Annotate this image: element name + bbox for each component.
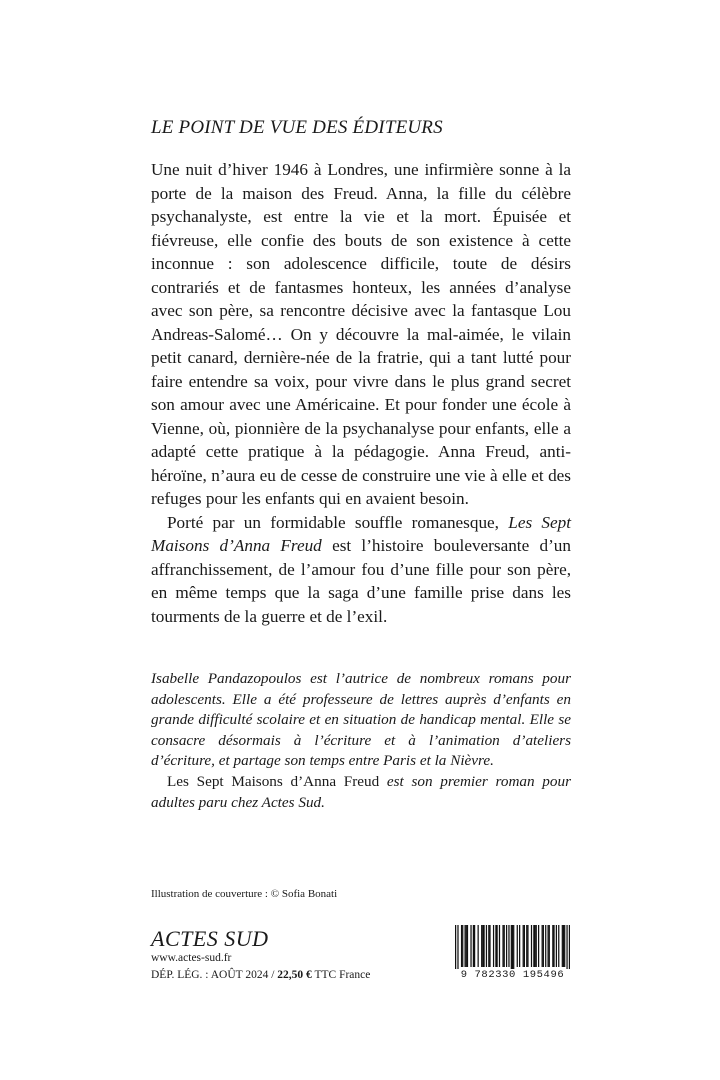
barcode-bar (478, 925, 479, 967)
barcode-bar (517, 925, 518, 967)
barcode-bar (462, 925, 463, 967)
author-bio-paragraph-2-rest: est son premier roman pour adultes paru chez Actes Sud. (151, 772, 571, 811)
publisher-website: www.actes-sud.fr (151, 952, 232, 964)
author-bio-paragraph-2 (151, 772, 571, 813)
barcode-bar (473, 925, 474, 967)
isbn-barcode (455, 925, 570, 985)
barcode-bar (562, 925, 563, 967)
barcode-bar (502, 925, 503, 967)
barcode-bars (455, 925, 570, 971)
barcode-bar (499, 925, 500, 967)
barcode-bar (482, 925, 483, 967)
barcode-bar (524, 925, 525, 967)
legal-deposit-price (151, 969, 370, 981)
barcode-bar (466, 925, 467, 967)
barcode-bar (457, 925, 458, 971)
barcode-bar (519, 925, 520, 967)
barcode-bar (496, 925, 497, 967)
barcode-bar (513, 925, 514, 971)
barcode-bar (527, 925, 528, 967)
barcode-bar (566, 925, 567, 971)
barcode-bar (493, 925, 494, 967)
barcode-bar (538, 925, 539, 967)
isbn-number: 9 782330 195496 (455, 969, 570, 981)
bio-book-title: Les Sept Maisons d’Anna Freud (167, 772, 380, 790)
barcode-bar (504, 925, 505, 967)
barcode-bar (481, 925, 482, 967)
barcode-bar (558, 925, 559, 967)
synopsis-paragraph-2-lead: Porté par un formidable souffle romanesque, (167, 512, 499, 532)
author-bio (151, 669, 571, 813)
author-bio-paragraph-1: Isabelle Pandazopoulos est l’autrice de nombreux romans pour adolescents. Elle a été professeure de lettres auprès d’enfants en grande difficulté scolaire et en situation de handicap mental. Elle se consacre désormais à l’écriture et à l’animation d’ateliers d’écriture, et partage son temps entre Paris et la Nièvre. (151, 670, 571, 770)
barcode-bar (549, 925, 550, 967)
barcode-bar (474, 925, 475, 967)
barcode-bar (545, 925, 546, 967)
barcode-bar (553, 925, 554, 967)
barcode-bar (552, 925, 553, 967)
barcode-bar (533, 925, 534, 967)
barcode-bar (526, 925, 527, 967)
legal-deposit: DÉP. LÉG. : AOÛT 2024 / (151, 969, 275, 981)
price-suffix: TTC France (314, 969, 371, 981)
publisher-logo: ACTES SUD (151, 926, 269, 951)
barcode-bar (542, 925, 543, 967)
barcode-bar (536, 925, 537, 967)
barcode-bar (547, 925, 548, 967)
barcode-bar (483, 925, 484, 967)
barcode-bar (511, 925, 512, 971)
barcode-bar (495, 925, 496, 967)
barcode-bar (489, 925, 490, 967)
synopsis-paragraph-1: Une nuit d’hiver 1946 à Londres, une infirmière sonne à la porte de la maison des Freud. Anna, la fille du célèbre psychanalyste, est entre la vie et la mort. Épuisée et fiévreuse, elle confie des bouts de son existence à cette inconnue : son adolescence difficile, toute de désirs contrariés et de fantasmes honteux, les années d’analyse avec son père, sa rencontre décisive avec la fantasque Lou Andreas-Salomé… On y découvre la mal-aimée, le vilain petit canard, dernière-née de la fratrie, qui a tant lutté pour faire entendre sa voix, pour vivre dans le plus grand secret son amour avec une Américaine. Et pour fonder une école à Vienne, où, pionnière de la psychanalyse pour enfants, elle a adapté cette pratique à la pédagogie. Anna Freud, anti-héroïne, n’aura eu de cesse de construire une vie à elle et des refuges pour les enfants qui en avaient besoin. (151, 160, 571, 508)
barcode-bar (470, 925, 471, 967)
synopsis-paragraph-2-rest: est l’histoire bouleversante d’un affranchissement, de l’amour fou d’une fille pour son père, en même temps que la saga d’une famille prise dans les tourments de la guerre et de l’exil. (151, 536, 571, 626)
barcode-bar (556, 925, 557, 967)
barcode-bar (569, 925, 570, 971)
barcode-bar (467, 925, 468, 967)
barcode-bar (543, 925, 544, 967)
barcode-bar (461, 925, 462, 967)
synopsis-paragraph-2 (151, 511, 571, 629)
barcode-bar (506, 925, 507, 967)
section-heading: LE POINT DE VUE DES ÉDITEURS (151, 117, 443, 138)
barcode-bar (464, 925, 465, 967)
barcode-bar (455, 925, 456, 971)
barcode-bar (564, 925, 565, 967)
barcode-bar (488, 925, 489, 967)
book-title: Les Sept Maisons d’Anna Freud (151, 512, 572, 555)
barcode-bar (534, 925, 535, 967)
barcode-bar (508, 925, 509, 967)
barcode-bar (563, 925, 564, 967)
barcode-bar (531, 925, 532, 967)
price: 22,50 € (277, 969, 312, 981)
cover-credit: Illustration de couverture : © Sofia Bonati (151, 888, 338, 900)
synopsis (151, 158, 571, 628)
barcode-bar (512, 925, 513, 971)
barcode-bar (523, 925, 524, 967)
barcode-bar (486, 925, 487, 967)
